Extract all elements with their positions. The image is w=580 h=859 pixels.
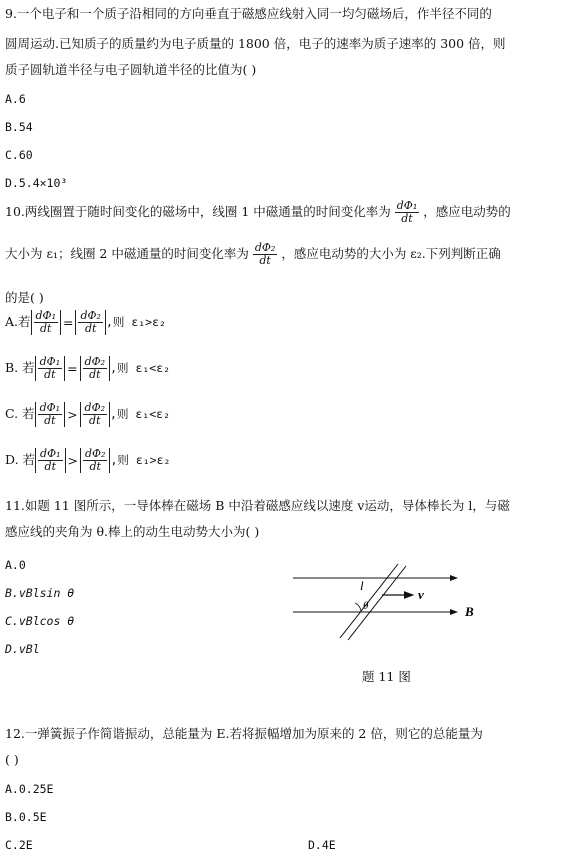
q10-fraction-2 <box>253 242 277 267</box>
angle-arc <box>355 603 361 612</box>
q10-line-3: 的是( ) <box>5 290 44 305</box>
fraction-denominator: dt <box>40 322 52 335</box>
fraction-denominator: dt <box>89 368 101 381</box>
q9-option-d: D.5.4×10³ <box>5 176 68 190</box>
q10-option-d <box>5 448 170 473</box>
fraction-numerator: dΦ₂ <box>254 241 276 254</box>
comparison-operator: > <box>67 407 78 422</box>
option-prefix: A.若 <box>5 314 31 329</box>
q9-option-c: C.60 <box>5 148 33 162</box>
option-result: ,则 ε₁<ε₂ <box>110 407 170 421</box>
rod-edge-left <box>340 564 398 638</box>
fraction-numerator: dΦ₂ <box>84 355 106 368</box>
q12-option-c: C.2E <box>5 838 33 852</box>
q9-line-2: 圆周运动.已知质子的质量约为电子质量的 1800 倍，电子的速率为质子速率的 300 倍，则 <box>5 36 506 51</box>
fraction-numerator: dΦ₂ <box>84 401 106 414</box>
q11-option-d: D.vBl <box>5 642 40 656</box>
option-prefix: C. 若 <box>5 406 35 421</box>
q12-option-d: D.4E <box>308 838 336 852</box>
q11-option-c: C.vBlcos θ <box>5 614 75 628</box>
fraction-numerator: dΦ₁ <box>39 401 61 414</box>
q9-line-1: 9.一个电子和一个质子沿相同的方向垂直于磁感应线射入同一均匀磁场后，作半径不同的 <box>5 6 492 21</box>
rod-edge-right <box>348 566 406 640</box>
q10-option-c <box>5 402 170 427</box>
q12-option-a: A.0.25E <box>5 782 54 796</box>
comparison-operator: = <box>67 361 78 376</box>
fraction-denominator: dt <box>89 414 101 427</box>
q10-option-a <box>5 310 166 335</box>
fraction-denominator: dt <box>259 254 271 267</box>
fraction-numerator: dΦ₁ <box>396 199 418 212</box>
option-prefix: B. 若 <box>5 360 35 375</box>
fraction-denominator: dt <box>84 322 97 335</box>
fraction-numerator: dΦ₁ <box>35 309 56 322</box>
abs-value-left <box>35 448 65 473</box>
abs-value-right <box>75 310 105 335</box>
q11-option-b: B.vBlsin θ <box>5 586 75 600</box>
fraction-numerator: dΦ₁ <box>39 355 61 368</box>
fraction-numerator: dΦ₁ <box>40 447 61 460</box>
q10-line-2-text-b: ，感应电动势的大小为 ε₂.下列判断正确 <box>281 246 501 261</box>
figure-caption: 题 11 图 <box>362 669 411 684</box>
q12-line-1: 12.一弹簧振子作简谐振动，总能量为 E.若将振幅增加为原来的 2 倍，则它的总能量为 <box>5 726 483 741</box>
q9-option-b: B.54 <box>5 120 33 134</box>
q11-figure <box>285 560 485 660</box>
q11-option-a: A.0 <box>5 558 26 572</box>
option-prefix: D. 若 <box>5 452 36 467</box>
q10-line-1 <box>5 200 511 225</box>
option-result: ,则 ε₁>ε₂ <box>110 453 171 467</box>
q11-line-1: 11.如题 11 图所示，一导体棒在磁场 B 中沿着磁感应线以速度 v运动，导体棒长为 l，与磁 <box>5 498 510 513</box>
q12-option-b: B.0.5E <box>5 810 47 824</box>
label-l: l <box>360 578 364 593</box>
fraction-denominator: dt <box>44 414 56 427</box>
abs-value-left <box>35 402 65 427</box>
label-v: v <box>418 587 424 602</box>
q10-fraction-1 <box>395 200 419 225</box>
fraction-numerator: dΦ₂ <box>80 309 101 322</box>
q10-option-b <box>5 356 170 381</box>
comparison-operator: > <box>67 453 78 468</box>
label-b: B <box>465 604 474 619</box>
label-theta: θ <box>363 600 369 612</box>
abs-value-right <box>80 402 110 427</box>
abs-value-left <box>35 356 65 381</box>
abs-value-right <box>80 356 110 381</box>
q12-line-2: ( ) <box>5 752 19 767</box>
fraction-denominator: dt <box>44 368 56 381</box>
fraction-numerator: dΦ₂ <box>85 447 106 460</box>
fraction-denominator: dt <box>89 460 101 473</box>
comparison-operator: = <box>63 315 74 330</box>
q9-option-a: A.6 <box>5 92 26 106</box>
q10-line-1-text-b: ，感应电动势的 <box>423 204 511 219</box>
option-result: ,则 ε₁>ε₂ <box>105 315 166 329</box>
option-result: ,则 ε₁<ε₂ <box>110 361 171 375</box>
q9-line-3: 质子圆轨道半径与电子圆轨道半径的比值为( ) <box>5 62 257 77</box>
fraction-denominator: dt <box>401 212 413 225</box>
fraction-denominator: dt <box>44 460 56 473</box>
abs-value-right <box>80 448 110 473</box>
abs-value-left <box>31 310 61 335</box>
q10-line-2-text-a: 大小为 ε₁；线圈 2 中磁通量的时间变化率为 <box>5 246 249 261</box>
q10-line-2 <box>5 242 501 267</box>
q10-line-1-text-a: 10.两线圈置于随时间变化的磁场中，线圈 1 中磁通量的时间变化率为 <box>5 204 391 219</box>
q11-line-2: 感应线的夹角为 θ.棒上的动生电动势大小为( ) <box>5 524 260 539</box>
